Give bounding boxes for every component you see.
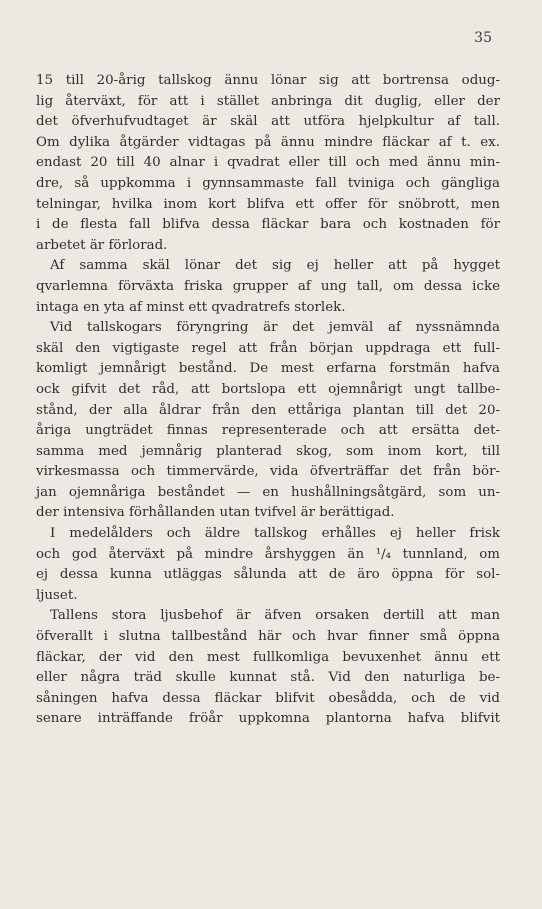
text-line: arbetet är förlorad. (36, 237, 168, 253)
text-line: ock gifvit det råd, att bortslopa ett ojemnårigt ungt tallbe- (36, 381, 500, 397)
text-line: endast 20 till 40 alnar i qvadrat eller till och med ännu min- (36, 155, 500, 171)
text-line: och god återväxt på mindre årshyggen än ¹/₄ tunnland, om (36, 546, 500, 562)
text-line: eller några träd skulle kunnat stå. Vid den naturliga be- (36, 670, 500, 686)
text-line: samma med jemnårig planterad skog, som inom kort, till (36, 443, 500, 459)
text-line: stånd, der alla åldrar från den ettåriga plantan till det 20- (36, 402, 500, 418)
text-line: Af samma skäl lönar det sig ej heller att på hygget (50, 258, 500, 274)
text-line: komligt jemnårigt bestånd. De mest erfarna forstmän hafva (36, 361, 500, 377)
text-line: dre, så uppkomma i gynnsammaste fall tviniga och gängliga (36, 175, 500, 191)
text-line: intaga en yta af minst ett qvadratrefs storlek. (36, 299, 346, 315)
text-line: Vid tallskogars föryngring är det jemväl af nyssnämnda (50, 320, 500, 336)
text-line: jan ojemnåriga beståndet — en hushållningsåtgärd, som un- (36, 484, 500, 500)
text-line: Om dylika åtgärder vidtagas på ännu mindre fläckar af t. ex. (36, 134, 500, 150)
text-line: der intensiva förhållanden utan tvifvel är berättigad. (36, 505, 395, 521)
text-line: öfverallt i slutna tallbestånd här och hvar finner små öppna (36, 629, 500, 645)
text-line: fläckar, der vid den mest fullkomliga bevuxenhet ännu ett (36, 649, 500, 665)
text-line: Tallens stora ljusbehof är äfven orsaken dertill att man (50, 608, 500, 624)
text-line: virkesmassa och timmervärde, vida öfverträffar det från bör- (36, 464, 500, 480)
body-text (36, 71, 500, 730)
text-line: ej dessa kunna utläggas sålunda att de äro öppna för sol- (36, 567, 500, 583)
text-line: åriga ungträdet finnas representerade och att ersätta det- (36, 423, 500, 439)
text-line: såningen hafva dessa fläckar blifvit obesådda, och de vid (36, 690, 500, 706)
text-line: 15 till 20-årig tallskog ännu lönar sig att bortrensa odug- (36, 73, 500, 88)
text-line: I medelålders och äldre tallskog erhålles ej heller frisk (50, 526, 500, 542)
text-line: det öfverhufvudtaget är skäl att utföra hjelpkultur af tall. (36, 114, 500, 130)
text-line: skäl den vigtigaste regel att från början uppdraga ett full- (36, 340, 500, 356)
page-number: 35 (474, 30, 492, 46)
text-line: i de flesta fall blifva dessa fläckar bara och kostnaden för (36, 217, 500, 233)
text-line: qvarlemna förväxta friska grupper af ung tall, om dessa icke (36, 278, 500, 294)
text-line: lig återväxt, för att i stället anbringa dit duglig, eller der (36, 93, 500, 109)
text-line: ljuset. (36, 587, 78, 603)
text-line: telningar, hvilka inom kort blifva ett offer för snöbrott, men (36, 196, 500, 212)
text-line: senare inträffande fröår uppkomna plantorna hafva blifvit (36, 711, 500, 727)
